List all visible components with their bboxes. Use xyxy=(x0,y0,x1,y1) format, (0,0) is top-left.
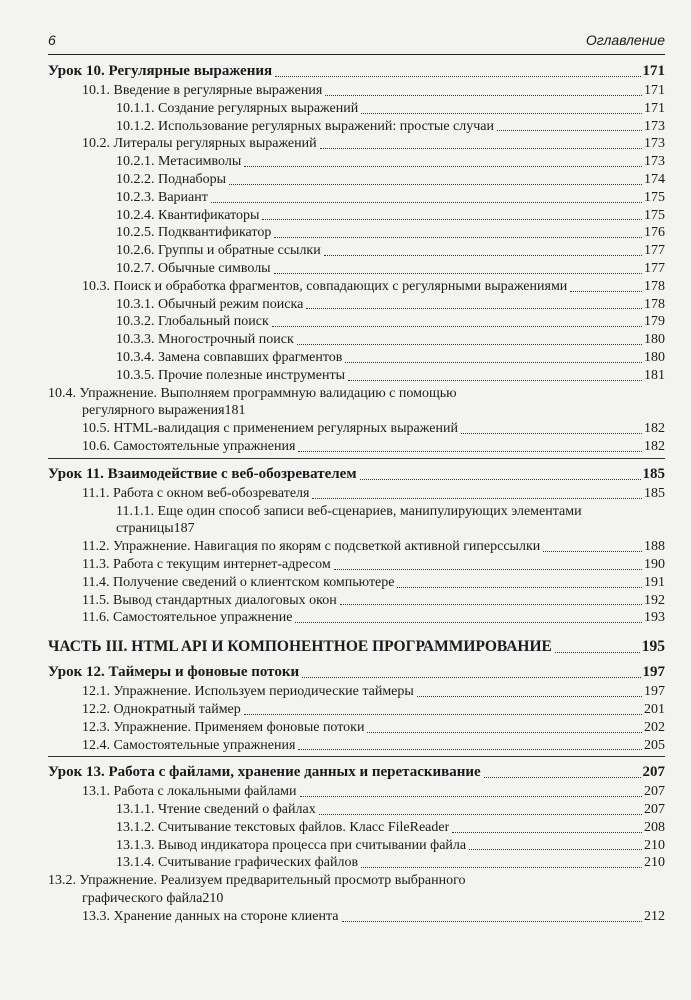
toc-page-number: 176 xyxy=(644,225,665,241)
toc-entry[interactable] xyxy=(48,538,665,556)
toc-page-number: 201 xyxy=(644,701,665,717)
toc-entry[interactable] xyxy=(48,331,665,349)
leader-dots xyxy=(555,652,640,653)
toc-page-number: 207 xyxy=(642,764,665,781)
leader-dots xyxy=(272,326,642,327)
toc-entry-title: 11.3. Работа с текущим интернет-адресом xyxy=(82,556,331,572)
toc-entry-title-cont: графического файла xyxy=(82,891,203,907)
toc-page-number: 210 xyxy=(644,855,665,871)
toc-entry-title: 10.3.2. Глобальный поиск xyxy=(116,314,269,330)
toc-entry[interactable] xyxy=(48,683,665,701)
page-number: 6 xyxy=(48,32,56,48)
toc-page-number: 177 xyxy=(644,243,665,259)
toc-page-number: 195 xyxy=(641,638,665,656)
leader-dots xyxy=(298,451,642,452)
toc-entry-title: 13.1.3. Вывод индикатора процесса при считывании файла xyxy=(116,837,467,853)
toc-entry-title-cont: страницы xyxy=(116,521,174,537)
toc-entry[interactable] xyxy=(48,801,665,819)
toc-entry-title: ЧАСТЬ III. HTML API И КОМПОНЕНТНОЕ ПРОГРАММИРОВАНИЕ xyxy=(48,638,552,656)
leader-dots xyxy=(570,291,642,292)
leader-dots xyxy=(361,113,642,114)
leader-dots xyxy=(334,569,642,570)
leader-dots xyxy=(302,677,640,678)
leader-dots xyxy=(452,832,642,833)
toc-lesson-heading[interactable] xyxy=(48,62,665,81)
toc-entry-title: 10.3. Поиск и обработка фрагментов, совпадающих с регулярными выражениями xyxy=(82,278,568,294)
leader-dots xyxy=(543,551,642,552)
toc-page-number: 188 xyxy=(644,539,665,555)
leader-dots xyxy=(367,732,642,733)
toc-entry-title: 11.2. Упражнение. Навигация по якорям с подсветкой активной гиперссылки xyxy=(82,539,541,555)
toc-entry-title: 10.3.4. Замена совпавших фрагментов xyxy=(116,349,343,365)
toc-entry[interactable] xyxy=(48,171,665,189)
toc-entry[interactable] xyxy=(48,701,665,719)
toc-entry[interactable] xyxy=(48,118,665,136)
toc-entry-title: 10.4. Упражнение. Выполняем программную валидацию с помощью xyxy=(48,385,457,401)
leader-dots xyxy=(306,308,642,309)
leader-dots xyxy=(300,796,642,797)
toc-entry[interactable] xyxy=(48,100,665,118)
toc-entry[interactable] xyxy=(48,278,665,296)
toc-entry[interactable] xyxy=(48,135,665,153)
leader-dots xyxy=(211,202,642,203)
toc-lesson-heading[interactable] xyxy=(48,465,665,484)
toc-entry-title: 12.2. Однократный таймер xyxy=(82,701,241,717)
leader-dots xyxy=(319,814,642,815)
toc-entry-title: 11.1.1. Еще один способ записи веб-сценариев, манипулирующих элементами xyxy=(116,503,582,519)
toc-entry-title: 12.4. Самостоятельные упражнения xyxy=(82,737,296,753)
section-divider xyxy=(48,756,665,757)
leader-dots xyxy=(274,237,642,238)
leader-dots xyxy=(469,849,642,850)
toc-entry-title: Урок 10. Регулярные выражения xyxy=(48,63,273,79)
leader-dots xyxy=(320,148,642,149)
toc-entry-title: 10.2.5. Подквантификатор xyxy=(116,225,272,241)
toc-entry[interactable] xyxy=(48,719,665,737)
toc-entry[interactable] xyxy=(48,819,665,837)
toc-page-number: 179 xyxy=(644,314,665,330)
toc-page-number: 173 xyxy=(644,118,665,134)
running-title: Оглавление xyxy=(585,32,665,48)
toc-entry-title: 10.2.4. Квантификаторы xyxy=(116,207,260,223)
toc-entry-title: 10.1. Введение в регулярные выражения xyxy=(82,83,323,98)
leader-dots xyxy=(497,130,642,131)
toc-entry[interactable] xyxy=(48,260,665,278)
leader-dots xyxy=(417,696,642,697)
toc-entry-continuation xyxy=(116,520,665,538)
toc-entry-title: 11.4. Получение сведений о клиентском компьютере xyxy=(82,574,395,590)
toc-page-number: 193 xyxy=(644,610,665,626)
toc-entry[interactable] xyxy=(48,574,665,592)
toc-entry[interactable] xyxy=(48,385,665,421)
leader-dots xyxy=(348,380,642,381)
toc-part-heading[interactable] xyxy=(48,637,665,657)
toc-page-number: 178 xyxy=(644,278,665,294)
toc-entry-title: 10.3.1. Обычный режим поиска xyxy=(116,296,304,312)
toc-page-number: 171 xyxy=(644,83,665,98)
toc-page-number: 174 xyxy=(644,171,665,187)
leader-dots xyxy=(361,867,642,868)
leader-dots xyxy=(312,498,642,499)
toc-page-number: 191 xyxy=(644,574,665,590)
toc-lesson-heading[interactable] xyxy=(48,763,665,782)
leader-dots xyxy=(229,184,642,185)
leader-dots xyxy=(297,344,642,345)
toc-page-number: 175 xyxy=(644,189,665,205)
toc-page-number: 178 xyxy=(644,296,665,312)
toc-entry[interactable] xyxy=(48,224,665,242)
leader-dots xyxy=(325,95,642,96)
toc-entry[interactable] xyxy=(48,189,665,207)
toc-entry-title: 13.3. Хранение данных на стороне клиента xyxy=(82,908,339,924)
toc-entry[interactable] xyxy=(48,153,665,171)
toc-page-number: 207 xyxy=(644,802,665,818)
toc-entry[interactable] xyxy=(48,296,665,314)
toc-entry-title: 10.2. Литералы регулярных выражений xyxy=(82,136,317,152)
toc-entry-title: 10.3.5. Прочие полезные инструменты xyxy=(116,367,346,383)
toc-entry-title: 13.1. Работа с локальными файлами xyxy=(82,784,297,800)
toc-entry[interactable] xyxy=(48,313,665,331)
toc-entry-title: 12.3. Упражнение. Применяем фоновые потоки xyxy=(82,719,365,735)
leader-dots xyxy=(397,587,642,588)
leader-dots xyxy=(275,76,640,77)
leader-dots xyxy=(244,166,642,167)
leader-dots xyxy=(340,604,642,605)
toc-entry-title: 12.1. Упражнение. Используем периодические таймеры xyxy=(82,684,414,700)
toc-page-number: 175 xyxy=(644,207,665,223)
section-divider xyxy=(48,458,665,459)
toc-page-number: 185 xyxy=(644,485,665,501)
toc-entry[interactable] xyxy=(48,82,665,100)
toc-entry[interactable] xyxy=(48,908,665,926)
toc-entry-title: Урок 13. Работа с файлами, хранение данных и перетаскивание xyxy=(48,764,481,781)
toc-entry-continuation xyxy=(48,402,665,420)
table-of-contents xyxy=(48,62,665,926)
toc-entry-title: 10.1.2. Использование регулярных выражений: простые случаи xyxy=(116,118,494,134)
leader-dots xyxy=(342,921,642,922)
toc-page-number: 171 xyxy=(642,63,665,79)
toc-page-number: 192 xyxy=(644,592,665,608)
toc-page-number: 207 xyxy=(644,784,665,800)
leader-dots xyxy=(244,714,642,715)
toc-entry-title: 11.5. Вывод стандартных диалоговых окон xyxy=(82,592,337,608)
toc-page-number: 205 xyxy=(644,737,665,753)
toc-page-number: 190 xyxy=(644,556,665,572)
toc-entry-title: 10.1.1. Создание регулярных выражений xyxy=(116,100,359,116)
toc-entry-title: Урок 12. Таймеры и фоновые потоки xyxy=(48,664,300,681)
toc-page-number: 181 xyxy=(644,367,665,383)
toc-entry-title: 10.2.7. Обычные символы xyxy=(116,260,271,276)
toc-page-number: 182 xyxy=(644,438,665,454)
toc-entry-title: 10.2.3. Вариант xyxy=(116,189,208,205)
toc-entry[interactable] xyxy=(48,783,665,801)
toc-page-number: 197 xyxy=(642,664,665,681)
toc-page-number: 180 xyxy=(644,349,665,365)
toc-entry-title: 10.2.2. Поднаборы xyxy=(116,171,227,187)
toc-entry[interactable] xyxy=(48,438,665,456)
leader-dots xyxy=(360,479,641,480)
toc-page-number: 212 xyxy=(644,908,665,924)
toc-page-number: 180 xyxy=(644,332,665,348)
toc-entry-title: 10.2.6. Группы и обратные ссылки xyxy=(116,243,321,259)
toc-entry[interactable] xyxy=(48,349,665,367)
toc-entry[interactable] xyxy=(48,367,665,385)
toc-entry[interactable] xyxy=(48,485,665,503)
toc-entry[interactable] xyxy=(48,420,665,438)
toc-entry-title: 10.3.3. Многострочный поиск xyxy=(116,332,294,348)
toc-entry-title: 11.6. Самостоятельное упражнение xyxy=(82,610,293,626)
toc-entry-title: Урок 11. Взаимодействие с веб-обозревателем xyxy=(48,465,357,482)
toc-entry-title: 10.6. Самостоятельные упражнения xyxy=(82,438,296,454)
toc-entry-title: 10.2.1. Метасимволы xyxy=(116,154,242,170)
leader-dots xyxy=(484,777,641,778)
toc-page-number: 182 xyxy=(644,421,665,437)
toc-entry-title: 13.1.4. Считывание графических файлов xyxy=(116,855,359,871)
toc-page-number: 185 xyxy=(642,465,665,482)
section-gap xyxy=(48,627,665,637)
toc-entry[interactable] xyxy=(48,592,665,610)
toc-entry-title-cont: регулярного выражения xyxy=(82,403,225,419)
toc-page-number: 210 xyxy=(644,837,665,853)
leader-dots xyxy=(324,255,642,256)
leader-dots xyxy=(298,749,642,750)
toc-page-number: 173 xyxy=(644,136,665,152)
page-header xyxy=(48,32,665,55)
toc-entry[interactable] xyxy=(48,207,665,225)
toc-entry-title: 10.5. HTML-валидация с применением регулярных выражений xyxy=(82,421,458,437)
toc-entry-continuation xyxy=(48,890,665,908)
toc-entry[interactable] xyxy=(48,242,665,260)
toc-page-number: 197 xyxy=(644,684,665,700)
toc-page-number: 210 xyxy=(202,891,224,907)
toc-page-number: 208 xyxy=(644,819,665,835)
toc-entry[interactable] xyxy=(48,854,665,872)
toc-entry-title: 13.1.1. Чтение сведений о файлах xyxy=(116,802,316,818)
toc-entry[interactable] xyxy=(48,737,665,755)
toc-entry-title: 13.2. Упражнение. Реализуем предварительный просмотр выбранного xyxy=(48,873,466,889)
toc-page-number: 171 xyxy=(644,100,665,116)
toc-entry-title: 13.1.2. Считывание текстовых файлов. Класс FileReader xyxy=(116,819,450,835)
toc-entry[interactable] xyxy=(48,609,665,627)
toc-page-number: 202 xyxy=(644,719,665,735)
leader-dots xyxy=(274,273,642,274)
toc-entry[interactable] xyxy=(48,872,665,908)
toc-lesson-heading[interactable] xyxy=(48,663,665,682)
leader-dots xyxy=(262,219,642,220)
toc-page-number: 181 xyxy=(224,403,246,419)
toc-entry[interactable] xyxy=(48,837,665,855)
leader-dots xyxy=(345,362,642,363)
toc-entry[interactable] xyxy=(48,503,665,539)
toc-entry-title: 11.1. Работа с окном веб-обозревателя xyxy=(82,485,310,501)
toc-page-number: 173 xyxy=(644,154,665,170)
toc-page-number: 187 xyxy=(173,521,195,537)
leader-dots xyxy=(461,433,642,434)
toc-entry[interactable] xyxy=(48,556,665,574)
leader-dots xyxy=(295,622,642,623)
toc-page-number: 177 xyxy=(644,260,665,276)
